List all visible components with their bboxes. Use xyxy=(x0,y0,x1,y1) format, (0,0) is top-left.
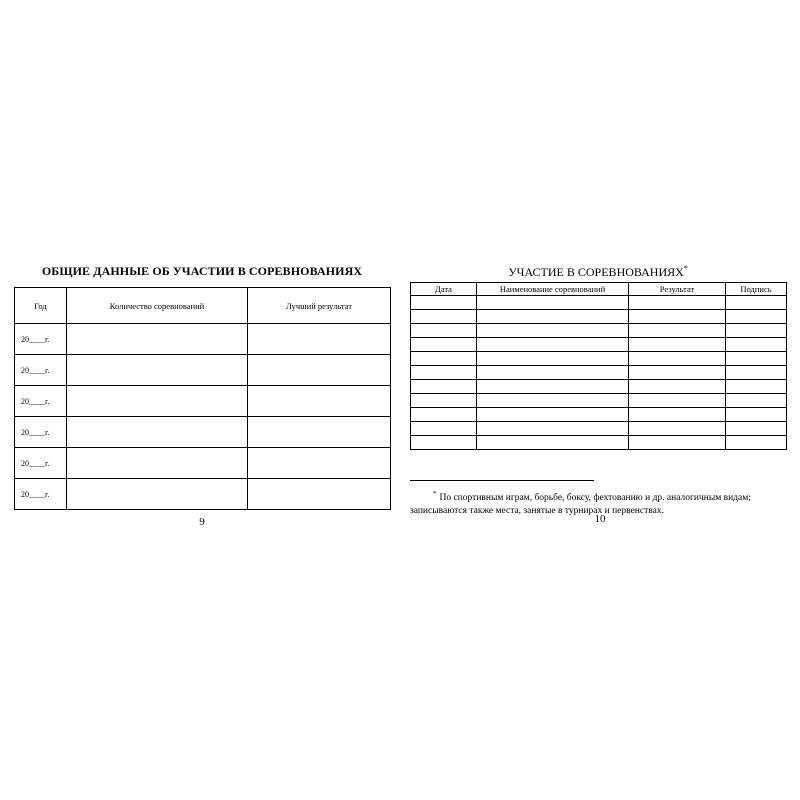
page-title-right-text: УЧАСТИЕ В СОРЕВНОВАНИЯХ xyxy=(508,265,684,279)
table-row xyxy=(411,436,787,450)
table-row xyxy=(15,386,391,417)
competition-summary-table xyxy=(14,287,391,510)
result-cell[interactable] xyxy=(629,352,726,366)
signature-cell[interactable] xyxy=(726,422,787,436)
table-row xyxy=(411,296,787,310)
table-row xyxy=(411,422,787,436)
signature-cell[interactable] xyxy=(726,324,787,338)
best-result-cell[interactable] xyxy=(248,417,391,448)
date-cell[interactable] xyxy=(411,338,477,352)
column-header-result: Результат xyxy=(629,283,726,296)
table-row xyxy=(15,479,391,510)
competition-name-cell[interactable] xyxy=(477,324,629,338)
table-row xyxy=(15,324,391,355)
result-cell[interactable] xyxy=(629,366,726,380)
competition-name-cell[interactable] xyxy=(477,380,629,394)
signature-cell[interactable] xyxy=(726,408,787,422)
column-header-signature: Подпись xyxy=(726,283,787,296)
competitions-count-cell[interactable] xyxy=(67,417,248,448)
result-cell[interactable] xyxy=(629,422,726,436)
table-row xyxy=(411,338,787,352)
signature-cell[interactable] xyxy=(726,352,787,366)
result-cell[interactable] xyxy=(629,338,726,352)
signature-cell[interactable] xyxy=(726,394,787,408)
best-result-cell[interactable] xyxy=(248,448,391,479)
table-row xyxy=(411,324,787,338)
competition-name-cell[interactable] xyxy=(477,310,629,324)
table-row xyxy=(411,394,787,408)
competitions-count-cell[interactable] xyxy=(67,448,248,479)
result-cell[interactable] xyxy=(629,436,726,450)
page-title-right xyxy=(410,264,786,280)
result-cell[interactable] xyxy=(629,310,726,324)
result-cell[interactable] xyxy=(629,296,726,310)
date-cell[interactable] xyxy=(411,296,477,310)
date-cell[interactable] xyxy=(411,408,477,422)
page-number-right: 10 xyxy=(594,513,606,525)
result-cell[interactable] xyxy=(629,408,726,422)
signature-cell[interactable] xyxy=(726,296,787,310)
competition-name-cell[interactable] xyxy=(477,436,629,450)
date-cell[interactable] xyxy=(411,380,477,394)
year-cell: 20____г. xyxy=(15,448,67,479)
year-cell: 20____г. xyxy=(15,324,67,355)
best-result-cell[interactable] xyxy=(248,386,391,417)
year-cell: 20____г. xyxy=(15,355,67,386)
best-result-cell[interactable] xyxy=(248,479,391,510)
signature-cell[interactable] xyxy=(726,436,787,450)
page-title-left: ОБЩИЕ ДАННЫЕ ОБ УЧАСТИИ В СОРЕВНОВАНИЯХ xyxy=(41,264,363,278)
column-header-competitions-count: Количество соревнований xyxy=(67,288,248,324)
footnote-marker: * xyxy=(433,490,437,498)
result-cell[interactable] xyxy=(629,324,726,338)
date-cell[interactable] xyxy=(411,324,477,338)
table-row xyxy=(15,355,391,386)
year-cell: 20____г. xyxy=(15,479,67,510)
best-result-cell[interactable] xyxy=(248,355,391,386)
footnote-text-line-2: записываются также места, занятые в турнирах и первенствах. xyxy=(410,506,664,516)
footnote-divider xyxy=(410,480,594,481)
competition-name-cell[interactable] xyxy=(477,394,629,408)
table-header-row xyxy=(15,288,391,324)
date-cell[interactable] xyxy=(411,436,477,450)
competition-name-cell[interactable] xyxy=(477,296,629,310)
competition-participation-table xyxy=(410,282,787,450)
column-header-competition-name: Наименование соревнований xyxy=(477,283,629,296)
column-header-best-result: Лучший результат xyxy=(248,288,391,324)
table-row xyxy=(411,408,787,422)
table-row xyxy=(15,417,391,448)
competition-name-cell[interactable] xyxy=(477,422,629,436)
date-cell[interactable] xyxy=(411,352,477,366)
page-number-left: 9 xyxy=(199,516,205,528)
signature-cell[interactable] xyxy=(726,380,787,394)
year-cell: 20____г. xyxy=(15,386,67,417)
column-header-year: Год xyxy=(15,288,67,324)
date-cell[interactable] xyxy=(411,394,477,408)
table-row xyxy=(411,310,787,324)
result-cell[interactable] xyxy=(629,380,726,394)
best-result-cell[interactable] xyxy=(248,324,391,355)
signature-cell[interactable] xyxy=(726,338,787,352)
competitions-count-cell[interactable] xyxy=(67,386,248,417)
competitions-count-cell[interactable] xyxy=(67,324,248,355)
column-header-date: Дата xyxy=(411,283,477,296)
competitions-count-cell[interactable] xyxy=(67,355,248,386)
date-cell[interactable] xyxy=(411,310,477,324)
date-cell[interactable] xyxy=(411,422,477,436)
year-cell: 20____г. xyxy=(15,417,67,448)
competitions-count-cell[interactable] xyxy=(67,479,248,510)
footnote-marker: * xyxy=(683,264,688,273)
table-row xyxy=(411,380,787,394)
competition-name-cell[interactable] xyxy=(477,338,629,352)
competition-name-cell[interactable] xyxy=(477,366,629,380)
competition-name-cell[interactable] xyxy=(477,408,629,422)
competition-name-cell[interactable] xyxy=(477,352,629,366)
table-row xyxy=(411,366,787,380)
table-header-row xyxy=(411,283,787,296)
footnote-text-line-1: По спортивным играм, борьбе, боксу, фехтованию и др. аналогичным видам; xyxy=(439,493,751,503)
date-cell[interactable] xyxy=(411,366,477,380)
signature-cell[interactable] xyxy=(726,366,787,380)
signature-cell[interactable] xyxy=(726,310,787,324)
table-row xyxy=(411,352,787,366)
table-row xyxy=(15,448,391,479)
result-cell[interactable] xyxy=(629,394,726,408)
